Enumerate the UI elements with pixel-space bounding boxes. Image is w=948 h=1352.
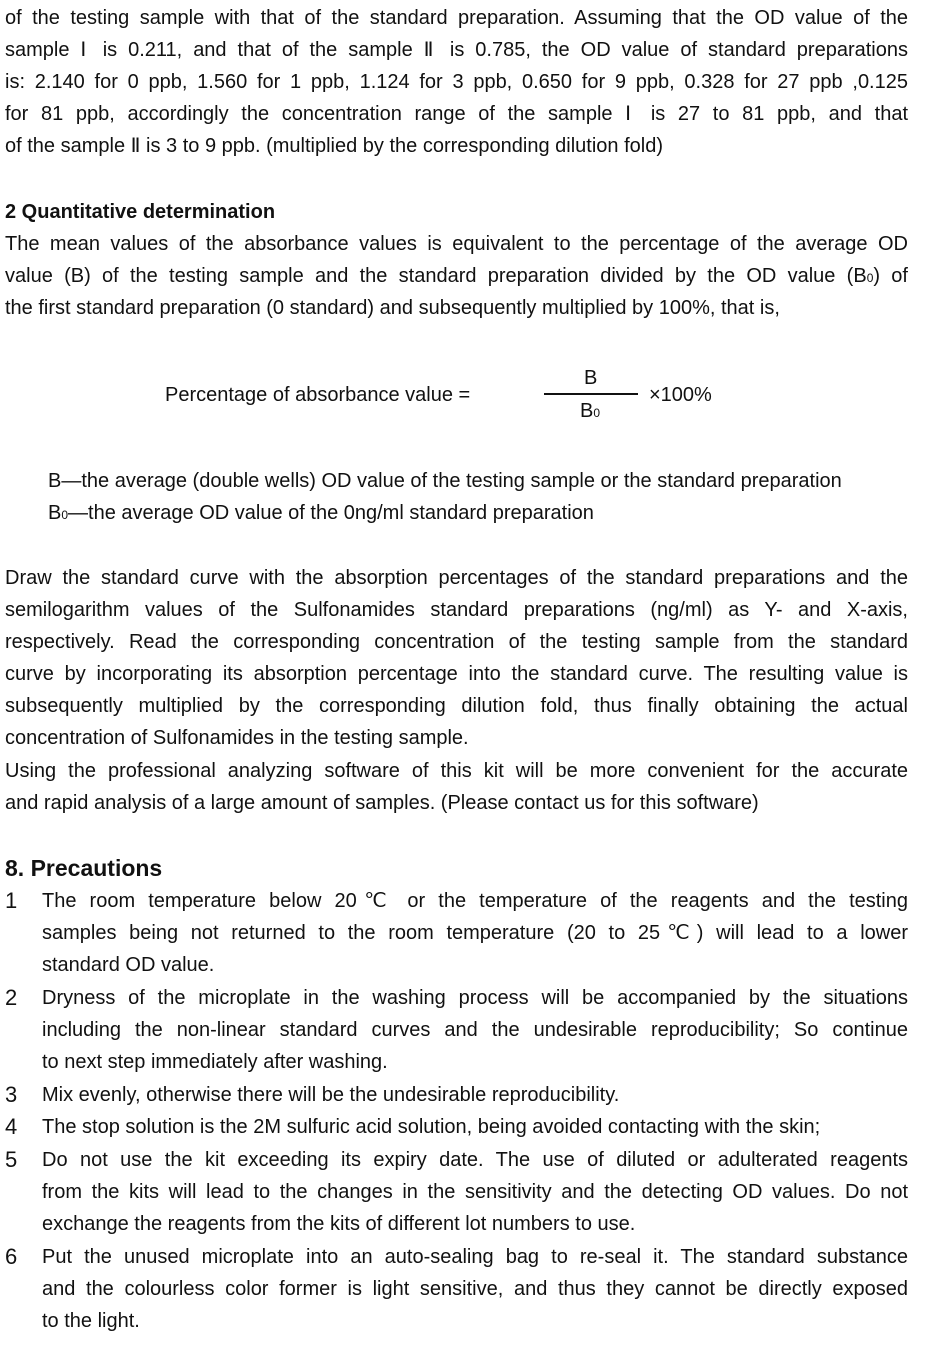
list-number: 1 xyxy=(5,888,18,913)
text-line: sample Ⅰ is 0.211, and that of the sample Ⅱ is 0.785, the OD value of standard preparations xyxy=(5,39,908,61)
text-line: and the colourless color former is light sensitive, and thus they cannot be directly exposed xyxy=(42,1278,908,1300)
text-line: The mean values of the absorbance values is equivalent to the percentage of the average OD xyxy=(5,233,908,255)
fraction-bar xyxy=(544,393,638,395)
formula-label: Percentage of absorbance value = xyxy=(165,384,471,406)
text-line: Mix evenly, otherwise there will be the undesirable reproducibility. xyxy=(42,1084,620,1106)
definition-b: B—the average (double wells) OD value of the testing sample or the standard preparation xyxy=(48,470,842,492)
text-line: Dryness of the microplate in the washing process will be accompanied by the situations xyxy=(42,987,908,1009)
text-line: and rapid analysis of a large amount of samples. (Please contact us for this software) xyxy=(5,792,759,814)
text-line: from the kits will lead to the changes in the sensitivity and the detecting OD values. Do not xyxy=(42,1181,908,1203)
section-heading-quantitative: 2 Quantitative determination xyxy=(5,201,276,223)
text-line: curve by incorporating its absorption percentage into the standard curve. The resulting value is xyxy=(5,663,908,685)
text-line: The room temperature below 20℃ or the temperature of the reagents and the testing xyxy=(42,890,908,912)
text-line: Using the professional analyzing software of this kit will be more convenient for the accurate xyxy=(5,760,908,782)
text-line: value (B) of the testing sample and the standard preparation divided by the OD value (B0) of xyxy=(5,265,908,287)
text-line: for 81 ppb, accordingly the concentration range of the sample Ⅰ is 27 to 81 ppb, and that xyxy=(5,103,908,125)
text-line: samples being not returned to the room temperature (20 to 25℃) will lead to a lower xyxy=(42,922,908,944)
text-line: of the sample Ⅱ is 3 to 9 ppb. (multiplied by the corresponding dilution fold) xyxy=(5,135,663,157)
text-line: including the non-linear standard curves and the undesirable reproducibility; So continue xyxy=(42,1019,908,1041)
text-line: Put the unused microplate into an auto-sealing bag to re-seal it. The standard substance xyxy=(42,1246,908,1268)
text-line: Do not use the kit exceeding its expiry date. The use of diluted or adulterated reagents xyxy=(42,1149,908,1171)
formula-multiplier: ×100% xyxy=(649,384,712,406)
text-line: exchange the reagents from the kits of different lot numbers to use. xyxy=(42,1213,636,1235)
list-number: 6 xyxy=(5,1244,18,1269)
text-line: to the light. xyxy=(42,1310,140,1332)
text-line: The stop solution is the 2M sulfuric acid solution, being avoided contacting with the skin; xyxy=(42,1116,821,1138)
section-heading-precautions: 8. Precautions xyxy=(5,855,163,881)
list-number: 4 xyxy=(5,1114,18,1139)
text-line: respectively. Read the corresponding concentration of the testing sample from the standard xyxy=(5,631,908,653)
text-line: semilogarithm values of the Sulfonamides standard preparations (ng/ml) as Y- and X-axis, xyxy=(5,599,908,621)
text-line: standard OD value. xyxy=(42,954,215,976)
text-line: Draw the standard curve with the absorption percentages of the standard preparations and the xyxy=(5,567,908,589)
text-line: to next step immediately after washing. xyxy=(42,1051,388,1073)
definition-b0: B0—the average OD value of the 0ng/ml standard preparation xyxy=(48,502,594,524)
text-line: subsequently multiplied by the corresponding dilution fold, thus finally obtaining the actual xyxy=(5,695,908,717)
text-line: of the testing sample with that of the standard preparation. Assuming that the OD value of the xyxy=(5,7,908,29)
text-line: concentration of Sulfonamides in the testing sample. xyxy=(5,727,469,749)
list-number: 5 xyxy=(5,1147,18,1172)
text-line: is: 2.140 for 0 ppb, 1.560 for 1 ppb, 1.124 for 3 ppb, 0.650 for 9 ppb, 0.328 for 27 ppb ,0.125 xyxy=(5,71,908,93)
text-line: the first standard preparation (0 standard) and subsequently multiplied by 100%, that is, xyxy=(5,297,780,319)
list-number: 3 xyxy=(5,1082,18,1107)
list-number: 2 xyxy=(5,985,18,1010)
formula-numerator: B xyxy=(584,367,598,389)
formula-denominator: B0 xyxy=(580,400,601,422)
